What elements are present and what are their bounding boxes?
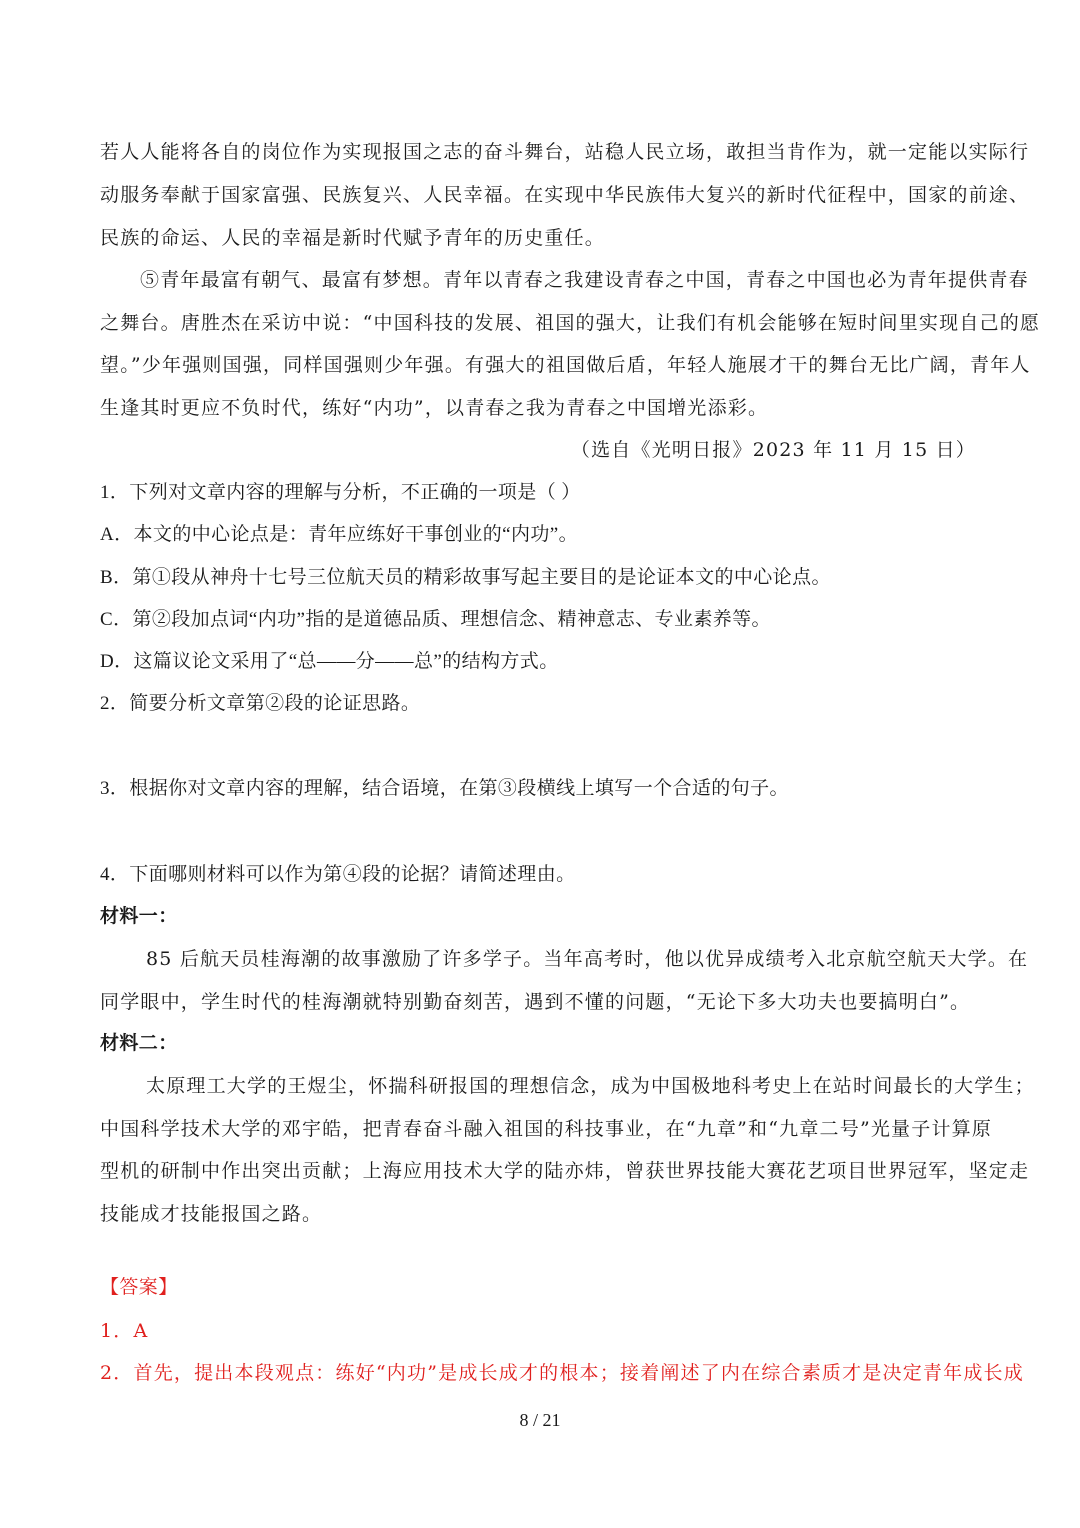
question-1-option-b: B．第①段从神舟十七号三位航天员的精彩故事写起主要目的是论证本文的中心论点。 [100,567,831,588]
material-1-line-1: 85 后航天员桂海潮的故事激励了许多学子。当年高考时，他以优异成绩考入北京航空航天大学。在 [146,948,1029,970]
passage-p5-line-1: ⑤青年最富有朝气、最富有梦想。青年以青春之我建设青春之中国，青春之中国也必为青年提供青春 [140,269,1029,291]
question-1-option-a: A．本文的中心论点是：青年应练好干事创业的“内功”。 [100,524,578,545]
question-2: 2．简要分析文章第②段的论证思路。 [100,693,421,714]
question-1: 1．下列对文章内容的理解与分析，不正确的一项是（ ） [100,482,581,503]
answer-title: 【答案】 [100,1277,178,1298]
material-2-line-4: 技能成才技能报国之路。 [100,1203,323,1225]
page-number: 8 / 21 [519,1410,561,1430]
material-2-line-1: 太原理工大学的王煜尘，怀揣科研报国的理想信念，成为中国极地科考史上在站时间最长的大学生； [146,1075,1035,1097]
question-1-option-c: C．第②段加点词“内功”指的是道德品质、理想信念、精神意志、专业素养等。 [100,609,771,630]
answer-2: 2．首先，提出本段观点：练好“内功”是成长成才的根本；接着阐述了内在综合素质才是决定青年成长成 [100,1362,1024,1384]
material-2-line-3: 型机的研制中作出突出贡献；上海应用技术大学的陆亦炜，曾获世界技能大赛花艺项目世界冠军，坚定走 [100,1160,1030,1182]
material-2-line-2: 中国科学技术大学的邓宇皓，把青春奋斗融入祖国的科技事业，在“九章”和“九章二号”光量子计算原 [100,1118,993,1140]
question-4: 4．下面哪则材料可以作为第④段的论据？请简述理由。 [100,864,576,885]
question-1-option-d: D．这篇议论文采用了“总——分——总”的结构方式。 [100,651,559,672]
passage-p5-line-4: 生逢其时更应不负时代，练好“内功”，以青春之我为青春之中国增光添彩。 [100,397,769,419]
passage-p4-line-1: 若人人能将各自的岗位作为实现报国之志的奋斗舞台，站稳人民立场，敢担当肯作为，就一定能以实际行 [100,141,1030,163]
question-3: 3．根据你对文章内容的理解，结合语境，在第③段横线上填写一个合适的句子。 [100,778,789,799]
passage-p4-line-3: 民族的命运、人民的幸福是新时代赋予青年的历史重任。 [100,227,606,249]
passage-source: （选自《光明日报》2023 年 11 月 15 日） [570,439,976,461]
passage-p5-line-3: 望。”少年强则国强，同样国强则少年强。有强大的祖国做后盾，年轻人施展才干的舞台无比广阔，青年人 [100,354,1031,376]
passage-p4-line-2: 动服务奉献于国家富强、民族复兴、人民幸福。在实现中华民族伟大复兴的新时代征程中，国家的前途、 [100,184,1030,206]
material-1-title: 材料一： [100,906,178,927]
material-1-line-2: 同学眼中，学生时代的桂海潮就特别勤奋刻苦，遇到不懂的问题，“无论下多大功夫也要搞明白”。 [100,991,971,1013]
passage-p5-line-2: 之舞台。唐胜杰在采访中说：“中国科技的发展、祖国的强大，让我们有机会能够在短时间里实现自己的愿 [100,312,1041,334]
material-2-title: 材料二： [100,1033,178,1054]
answer-1: 1．A [100,1320,149,1342]
